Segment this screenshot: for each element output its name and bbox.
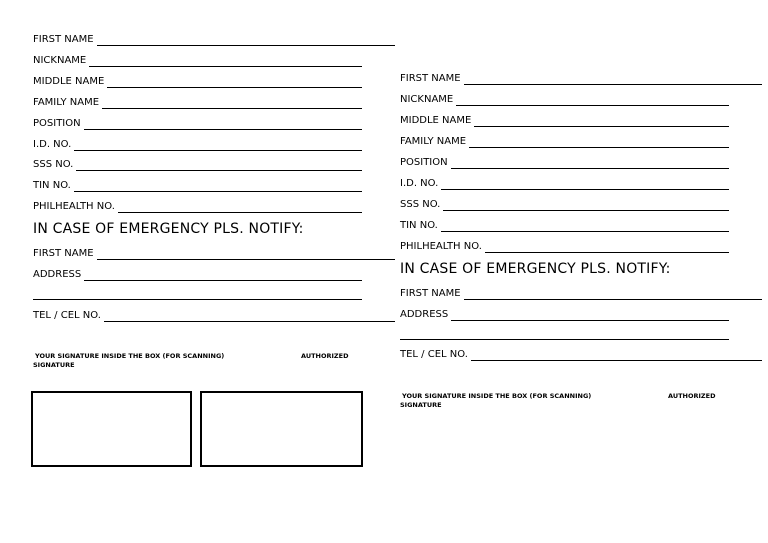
- emergency-first-name-row[interactable]: [33, 246, 395, 260]
- nickname-label: NICKNAME: [33, 55, 87, 66]
- family-name-row[interactable]: [33, 95, 362, 109]
- nickname-row[interactable]: [33, 53, 362, 67]
- sss-no-field[interactable]: [443, 199, 729, 211]
- position-row[interactable]: [400, 155, 729, 169]
- tin-no-field[interactable]: [74, 180, 362, 192]
- id-no-row[interactable]: [400, 176, 729, 190]
- address-row[interactable]: [400, 307, 729, 321]
- id-no-label: I.D. NO.: [400, 178, 439, 189]
- address-label: ADDRESS: [400, 309, 449, 320]
- address-label: ADDRESS: [33, 269, 82, 280]
- family-name-label: FAMILY NAME: [400, 136, 467, 147]
- middle-name-label: MIDDLE NAME: [400, 115, 472, 126]
- first-name-row[interactable]: [400, 71, 762, 85]
- middle-name-row[interactable]: [33, 74, 362, 88]
- family-name-label: FAMILY NAME: [33, 97, 100, 108]
- family-name-row[interactable]: [400, 134, 729, 148]
- sss-no-label: SSS NO.: [400, 199, 441, 210]
- first-name-field[interactable]: [464, 73, 762, 85]
- tel-field[interactable]: [104, 310, 395, 322]
- sss-no-row[interactable]: [33, 157, 362, 171]
- nickname-row[interactable]: [400, 92, 729, 106]
- position-field[interactable]: [451, 157, 729, 169]
- first-name-label: FIRST NAME: [400, 73, 461, 84]
- left-form: [33, 0, 395, 543]
- address-field[interactable]: [451, 309, 729, 321]
- first-name-field[interactable]: [97, 34, 395, 46]
- address-line-2[interactable]: [400, 339, 729, 340]
- middle-name-field[interactable]: [474, 115, 729, 127]
- tin-no-row[interactable]: [400, 218, 729, 232]
- emergency-first-name-field[interactable]: [97, 248, 395, 260]
- family-name-field[interactable]: [102, 97, 362, 109]
- emergency-first-name-label: FIRST NAME: [33, 248, 94, 259]
- emergency-first-name-field[interactable]: [464, 288, 762, 300]
- authorized-label: AUTHORIZED: [668, 392, 716, 400]
- tin-no-label: TIN NO.: [33, 180, 71, 191]
- photo-box[interactable]: [200, 391, 363, 467]
- middle-name-field[interactable]: [107, 76, 362, 88]
- signature-label: SIGNATURE: [33, 361, 75, 369]
- sss-no-row[interactable]: [400, 197, 729, 211]
- tel-label: TEL / CEL NO.: [400, 349, 468, 360]
- id-no-field[interactable]: [441, 178, 729, 190]
- id-no-label: I.D. NO.: [33, 139, 72, 150]
- authorized-label: AUTHORIZED: [301, 352, 349, 360]
- position-row[interactable]: [33, 116, 362, 130]
- emergency-heading: IN CASE OF EMERGENCY PLS. NOTIFY:: [33, 221, 304, 237]
- nickname-field[interactable]: [456, 94, 729, 106]
- address-field[interactable]: [84, 269, 362, 281]
- signature-label: SIGNATURE: [400, 401, 442, 409]
- id-no-field[interactable]: [74, 139, 362, 151]
- address-row[interactable]: [33, 267, 362, 281]
- signature-instruction-text: YOUR SIGNATURE INSIDE THE BOX (FOR SCANNING): [402, 392, 592, 400]
- address-line-2[interactable]: [33, 299, 362, 300]
- position-field[interactable]: [84, 118, 362, 130]
- philhealth-no-row[interactable]: [33, 199, 362, 213]
- tin-no-label: TIN NO.: [400, 220, 438, 231]
- family-name-field[interactable]: [469, 136, 729, 148]
- emergency-first-name-label: FIRST NAME: [400, 288, 461, 299]
- philhealth-no-field[interactable]: [118, 201, 362, 213]
- signature-box[interactable]: [31, 391, 192, 467]
- sss-no-field[interactable]: [76, 159, 362, 171]
- id-no-row[interactable]: [33, 137, 362, 151]
- philhealth-no-row[interactable]: [400, 239, 729, 253]
- tel-field[interactable]: [471, 349, 762, 361]
- tel-row[interactable]: [400, 347, 762, 361]
- position-label: POSITION: [400, 157, 448, 168]
- first-name-label: FIRST NAME: [33, 34, 94, 45]
- philhealth-no-label: PHILHEALTH NO.: [400, 241, 482, 252]
- philhealth-no-field[interactable]: [485, 241, 729, 253]
- middle-name-label: MIDDLE NAME: [33, 76, 105, 87]
- tin-no-row[interactable]: [33, 178, 362, 192]
- right-form: [400, 0, 762, 543]
- nickname-label: NICKNAME: [400, 94, 454, 105]
- emergency-first-name-row[interactable]: [400, 286, 762, 300]
- sss-no-label: SSS NO.: [33, 159, 74, 170]
- tin-no-field[interactable]: [441, 220, 729, 232]
- position-label: POSITION: [33, 118, 81, 129]
- middle-name-row[interactable]: [400, 113, 729, 127]
- first-name-row[interactable]: [33, 32, 395, 46]
- signature-instruction-text: YOUR SIGNATURE INSIDE THE BOX (FOR SCANNING): [35, 352, 225, 360]
- tel-row[interactable]: [33, 308, 395, 322]
- tel-label: TEL / CEL NO.: [33, 310, 101, 321]
- nickname-field[interactable]: [89, 55, 362, 67]
- emergency-heading: IN CASE OF EMERGENCY PLS. NOTIFY:: [400, 261, 671, 277]
- philhealth-no-label: PHILHEALTH NO.: [33, 201, 115, 212]
